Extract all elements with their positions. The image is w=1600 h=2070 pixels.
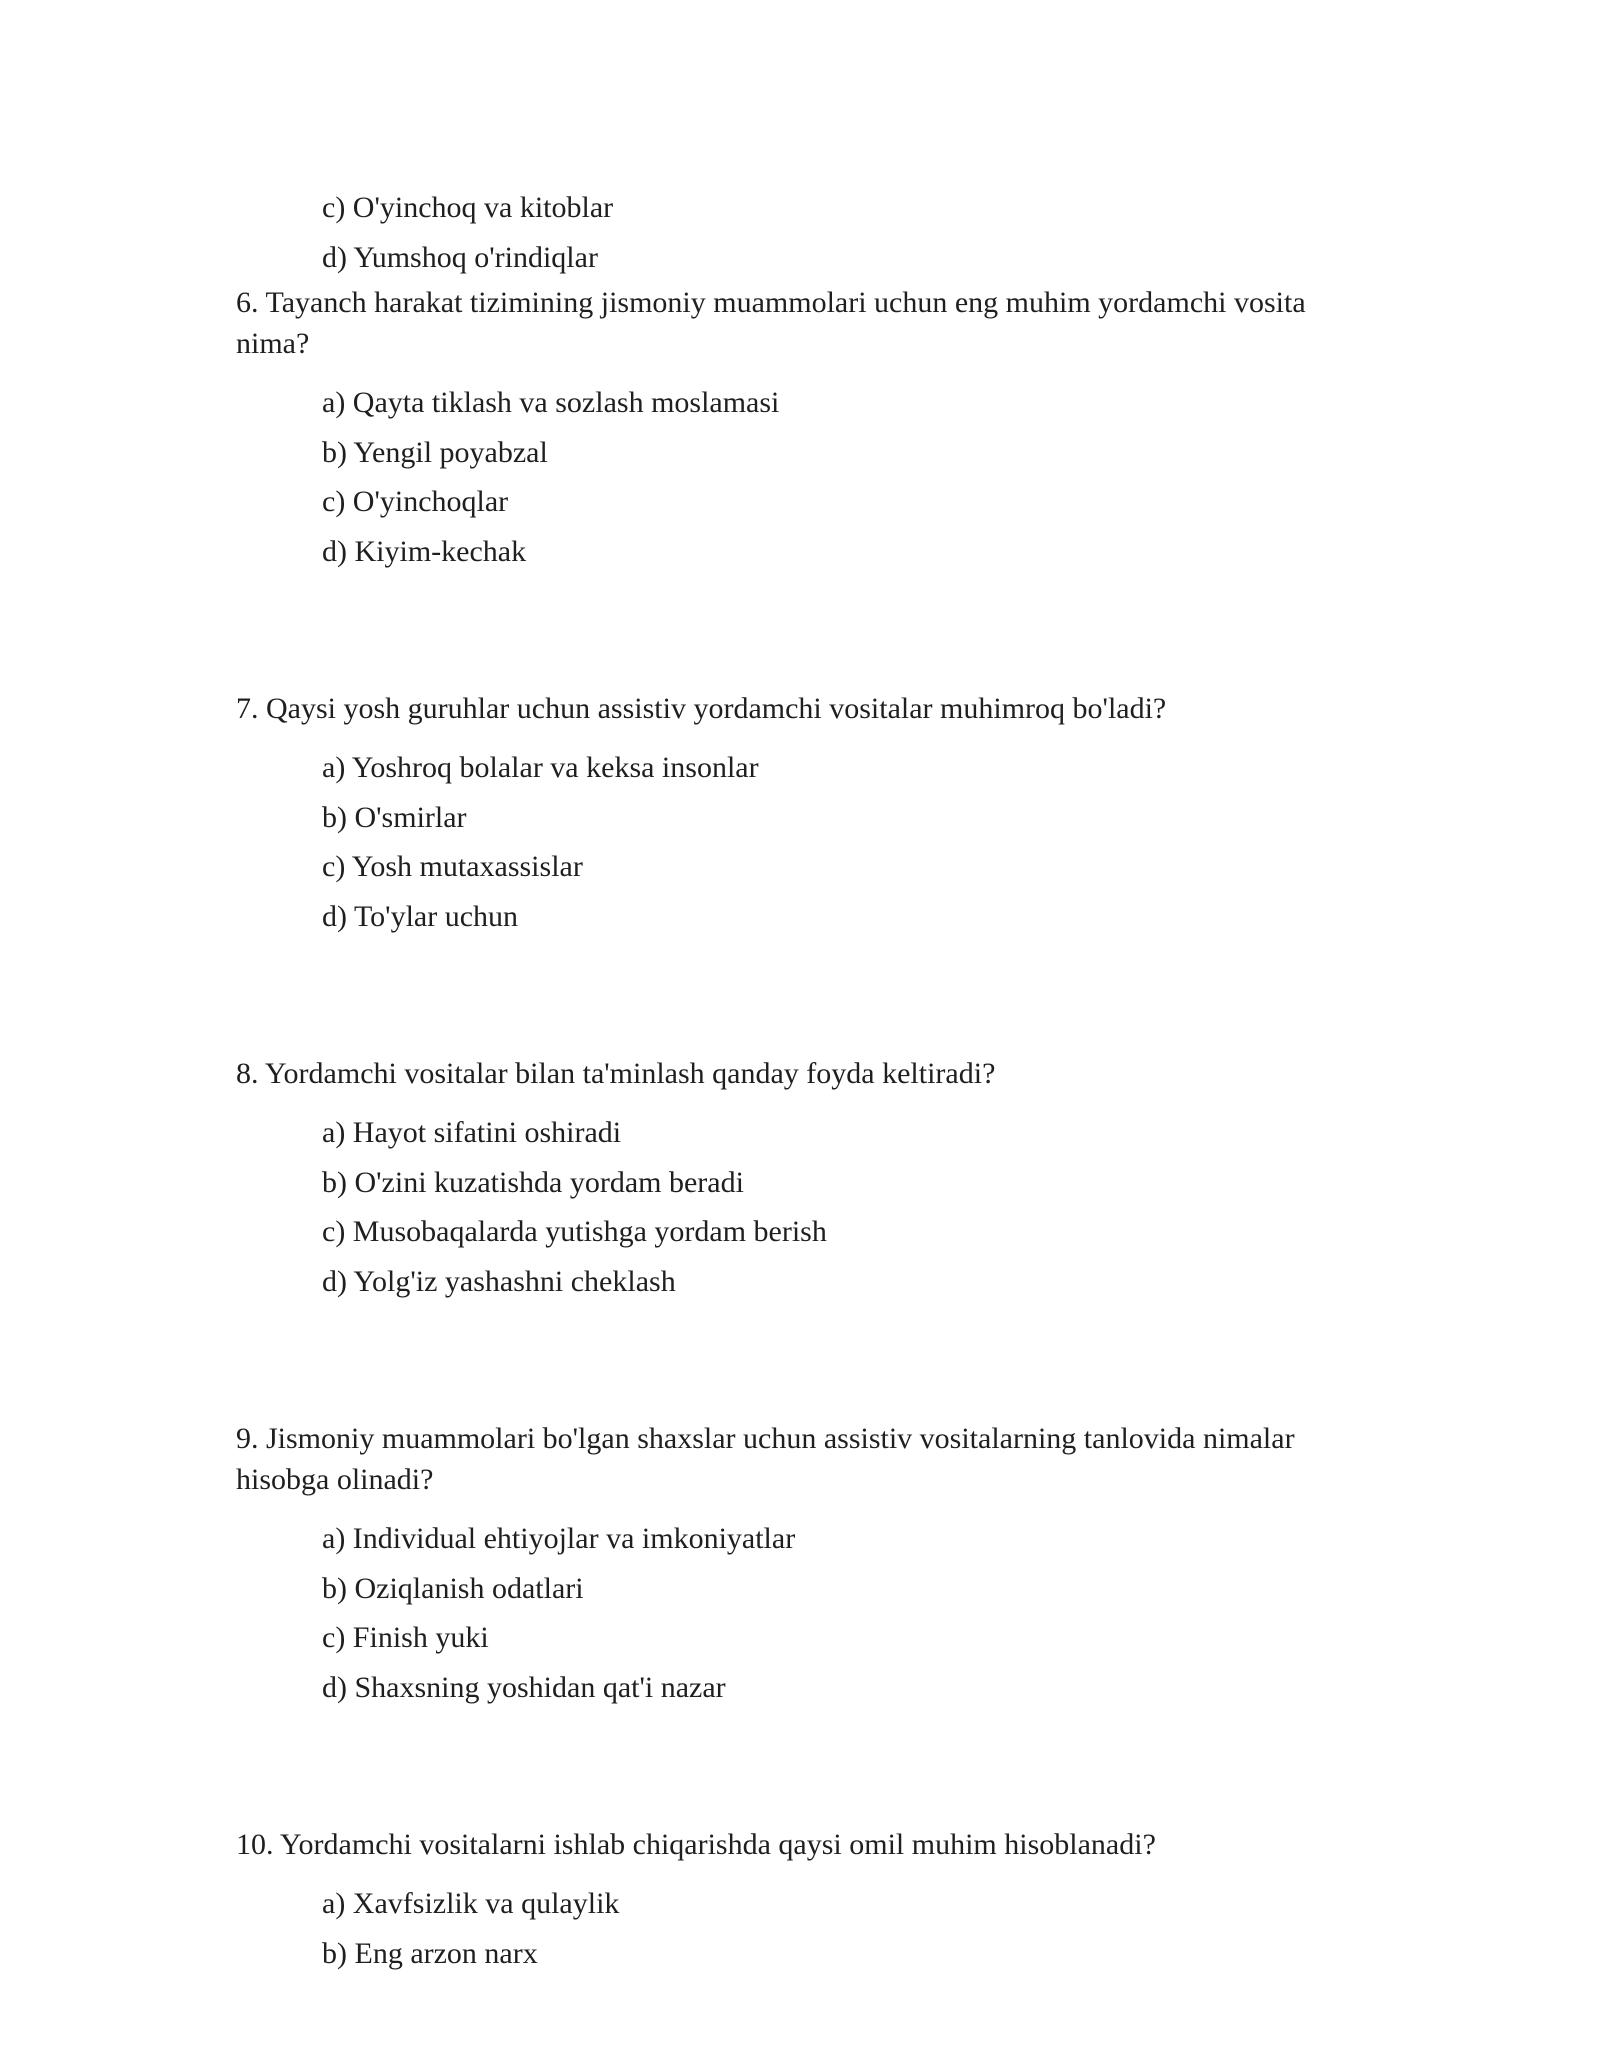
question-text: 8. Yordamchi vositalar bilan ta'minlash qanday foyda keltiradi? <box>236 1057 996 1090</box>
option-list <box>236 378 1416 576</box>
answer-option: d) Yumshoq o'rindiqlar <box>322 240 598 274</box>
question-text: 9. Jismoniy muammolari bo'lgan shaxslar uchun assistiv vositalarning tanlovida nimalar hisobga olinadi? <box>236 1422 1295 1496</box>
answer-option: a) Hayot sifatini oshiradi <box>322 1116 622 1149</box>
answer-option: b) Oziqlanish odatlari <box>322 1571 584 1605</box>
answer-option: c) O'yinchoq va kitoblar <box>322 191 614 224</box>
question-block <box>236 1053 1416 1306</box>
option-list <box>236 1514 1416 1712</box>
question-text: 7. Qaysi yosh guruhlar uchun assistiv yordamchi vositalar muhimroq bo'ladi? <box>236 692 1167 725</box>
question-block <box>236 1824 1416 1978</box>
answer-option: d) Kiyim-kechak <box>322 534 527 568</box>
question-block <box>236 1418 1416 1712</box>
question-block <box>236 688 1416 941</box>
answer-option: b) O'zini kuzatishda yordam beradi <box>322 1165 744 1199</box>
answer-option: d) To'ylar uchun <box>322 899 519 933</box>
answer-option: d) Shaxsning yoshidan qat'i nazar <box>322 1670 726 1704</box>
answer-option: a) Qayta tiklash va sozlash moslamasi <box>322 386 780 419</box>
answer-option: d) Yolg'iz yashashni cheklash <box>322 1264 676 1298</box>
option-list <box>236 1879 1416 1978</box>
question-block <box>236 282 1416 576</box>
answer-option: c) Musobaqalarda yutishga yordam berish <box>322 1215 827 1248</box>
question-text: 6. Tayanch harakat tizimining jismoniy muammolari uchun eng muhim yordamchi vosita nima? <box>236 286 1306 360</box>
carryover-option-list <box>236 183 1416 282</box>
answer-option: a) Xavfsizlik va qulaylik <box>322 1887 620 1920</box>
answer-option: a) Yoshroq bolalar va keksa insonlar <box>322 751 759 784</box>
option-list <box>236 743 1416 941</box>
answer-option: c) Finish yuki <box>322 1621 489 1654</box>
answer-option: b) O'smirlar <box>322 800 467 834</box>
answer-option: c) O'yinchoqlar <box>322 485 509 518</box>
answer-option: a) Individual ehtiyojlar va imkoniyatlar <box>322 1522 796 1555</box>
question-text: 10. Yordamchi vositalarni ishlab chiqarishda qaysi omil muhim hisoblanadi? <box>236 1828 1156 1861</box>
answer-option: b) Yengil poyabzal <box>322 435 548 469</box>
answer-option: c) Yosh mutaxassislar <box>322 850 583 883</box>
quiz-content <box>236 183 1416 1978</box>
answer-option: b) Eng arzon narx <box>322 1936 538 1970</box>
option-list <box>236 1108 1416 1306</box>
